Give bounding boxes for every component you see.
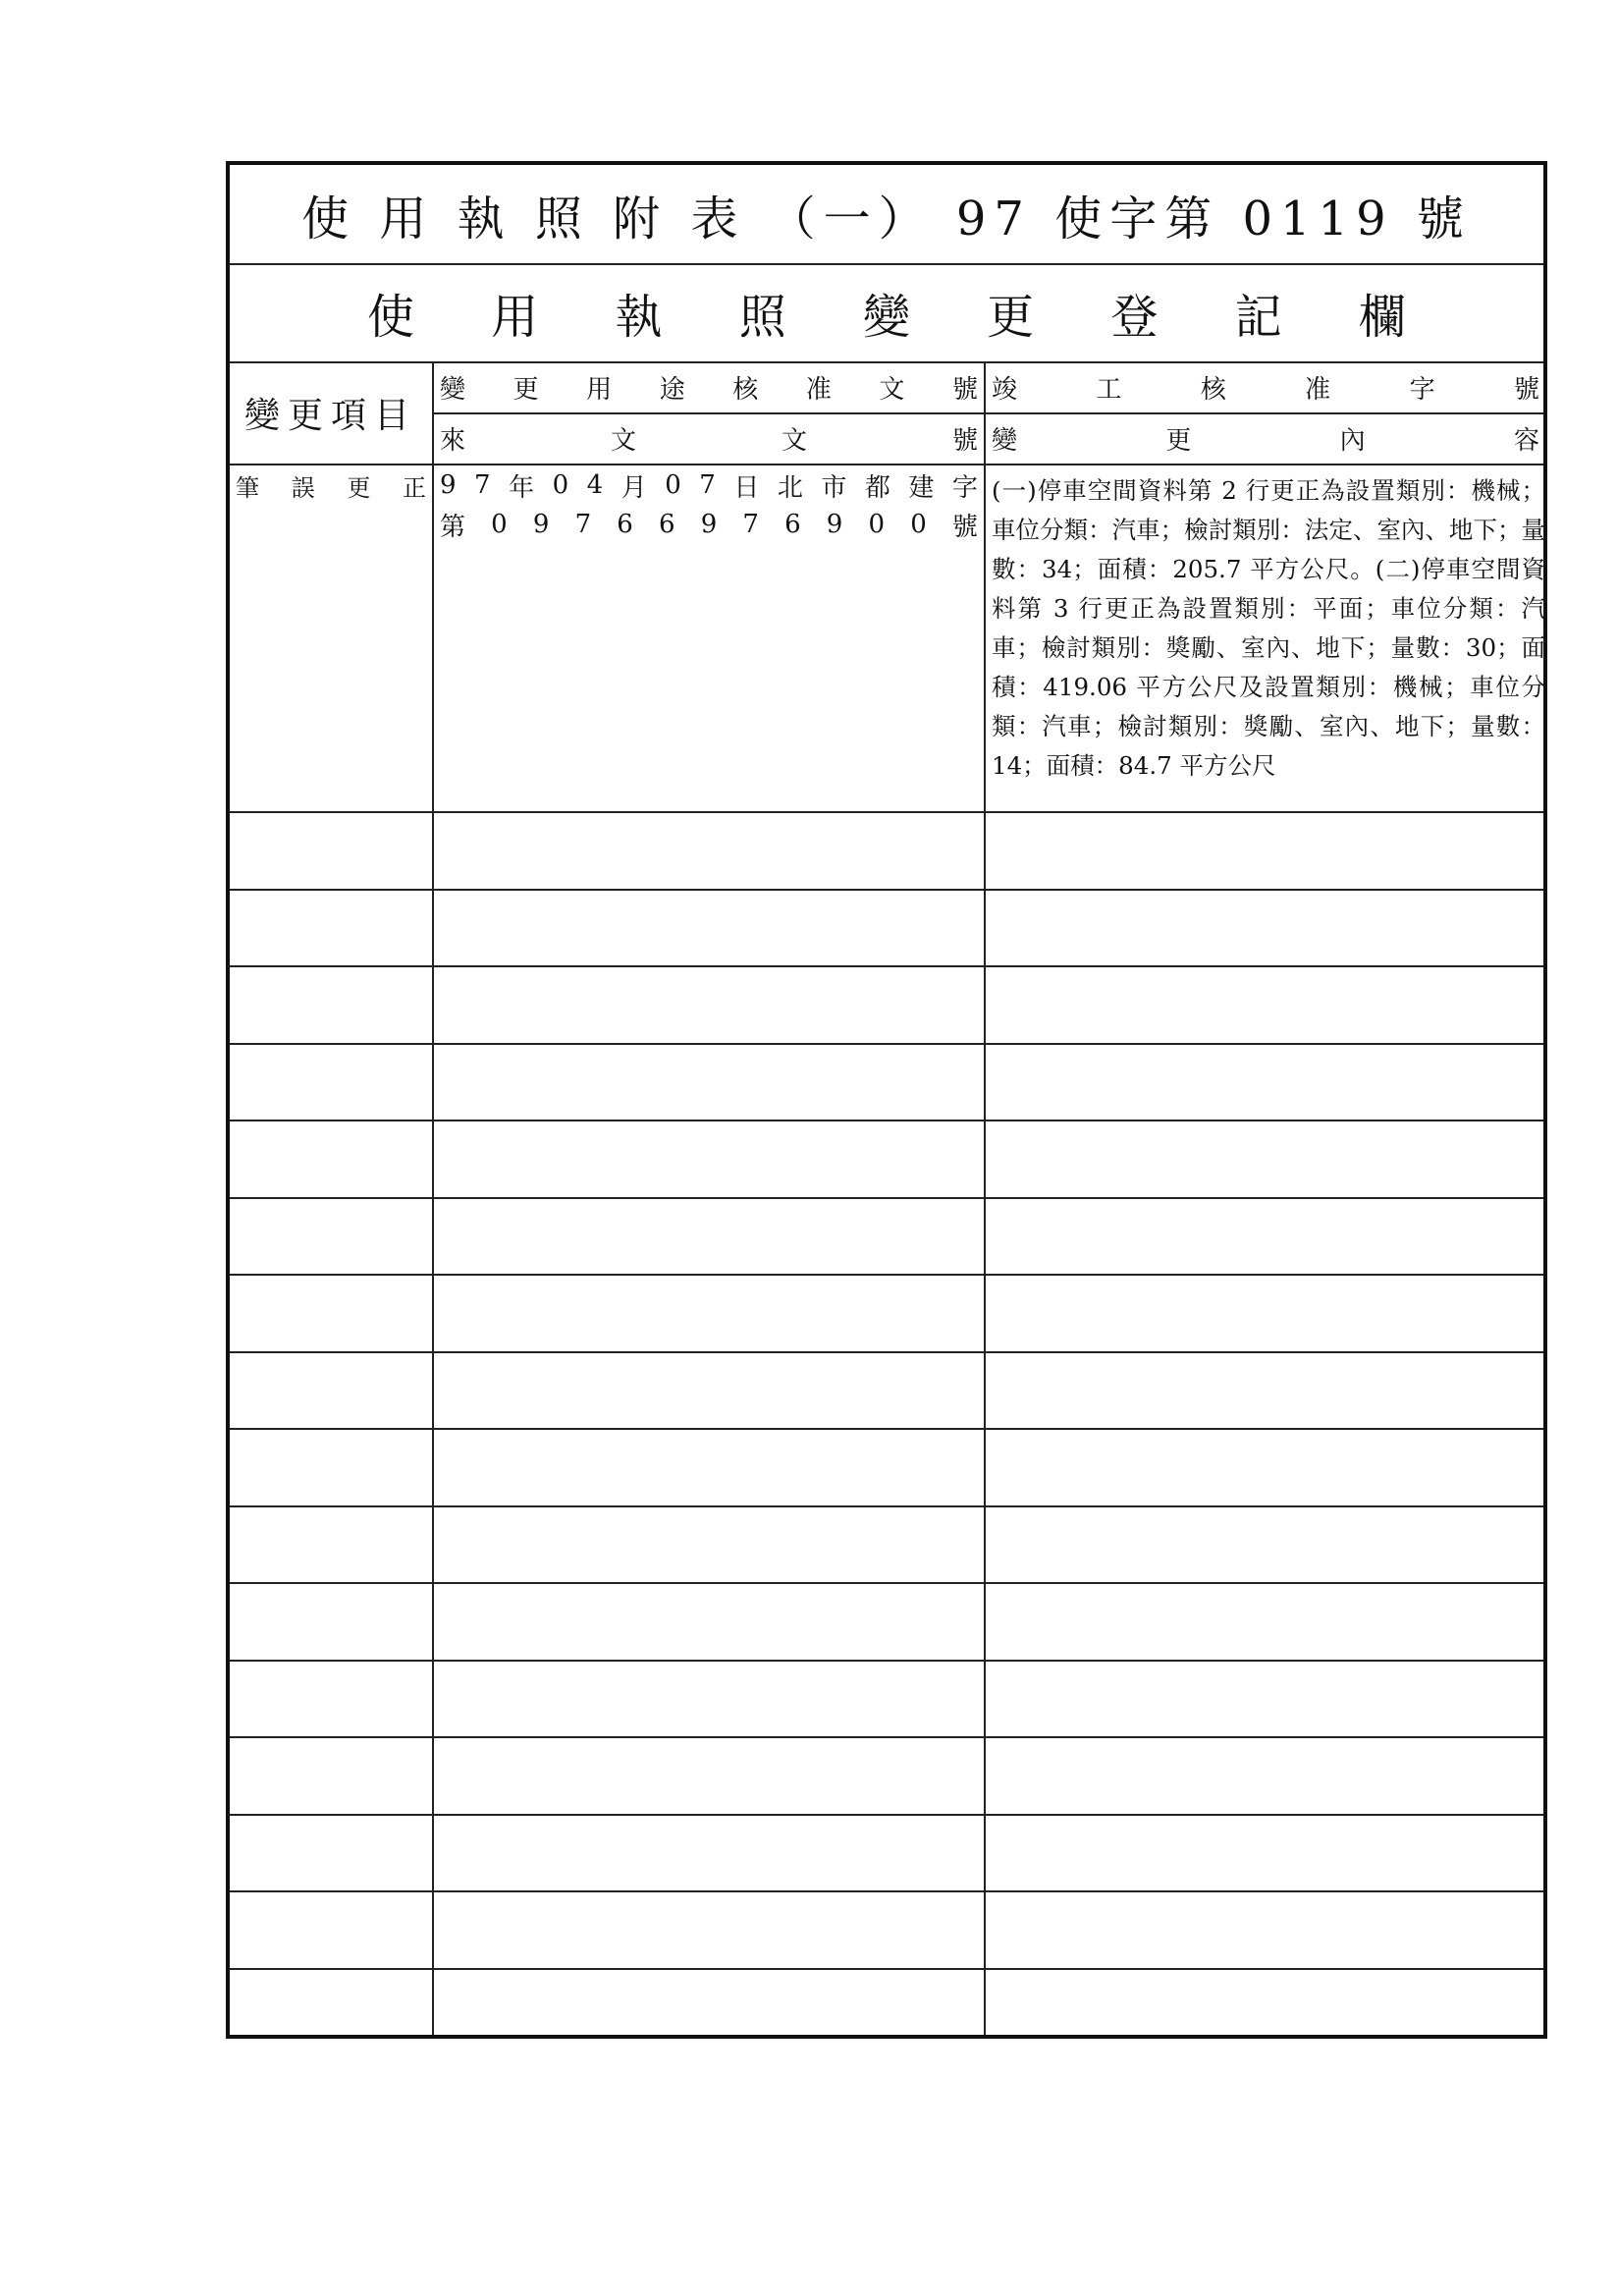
page-title: 使 用 執 照 附 表 （一） 97 使字第 0119 號 bbox=[301, 191, 1472, 246]
row-divider bbox=[230, 1505, 1543, 1507]
column-divider bbox=[432, 361, 434, 2035]
row-divider bbox=[230, 965, 1543, 967]
change-content-header: 變 更 內 容 bbox=[992, 425, 1539, 456]
row-divider bbox=[230, 1890, 1543, 1892]
approval-doc-header: 變 更 用 途 核 准 文 號 bbox=[440, 374, 978, 405]
row-divider bbox=[230, 1197, 1543, 1199]
change-register-form bbox=[226, 161, 1547, 2039]
row-divider bbox=[230, 811, 1543, 813]
row-divider bbox=[230, 1660, 1543, 1662]
row-divider bbox=[230, 1968, 1543, 1970]
row-divider bbox=[230, 1582, 1543, 1584]
entry-doc-number-line2: 第 0 9 7 6 6 9 7 6 9 0 0 號 bbox=[440, 510, 978, 542]
row-divider bbox=[230, 889, 1543, 891]
entry-change-item: 筆 誤 更 正 bbox=[236, 473, 426, 502]
row-divider bbox=[230, 1120, 1543, 1121]
incoming-doc-header: 來 文 文 號 bbox=[440, 425, 978, 456]
section-title: 使 用 執 照 變 更 登 記 欄 bbox=[367, 289, 1406, 345]
row-divider bbox=[230, 1351, 1543, 1353]
row-divider bbox=[230, 1814, 1543, 1816]
row-divider bbox=[230, 1428, 1543, 1430]
entry-doc-number-line1: 9 7 年 0 4 月 0 7 日 北 市 都 建 字 bbox=[440, 470, 978, 503]
row-divider bbox=[230, 1736, 1543, 1738]
change-item-header: 變更項目 bbox=[243, 395, 417, 436]
row-divider bbox=[230, 1274, 1543, 1276]
entry-change-content: (一)停車空間資料第 2 行更正為設置類別：機械；車位分類：汽車；檢討類別：法定、室內、地下；量數：34；面積：205.7 平方公尺。(二)停車空間資料第 3 行更正為設置類別：平面；車位分類：汽車；檢討類別：獎勵、室內、地下；量數：30；面積：419.06 平方公尺及設置類別：機械；車位分類：汽車；檢討類別：獎勵、室內、地下；量數：14；面積：84.7 平方公尺 bbox=[992, 476, 1545, 780]
row-divider bbox=[230, 1043, 1543, 1045]
completion-approval-header: 竣 工 核 准 字 號 bbox=[992, 374, 1539, 405]
